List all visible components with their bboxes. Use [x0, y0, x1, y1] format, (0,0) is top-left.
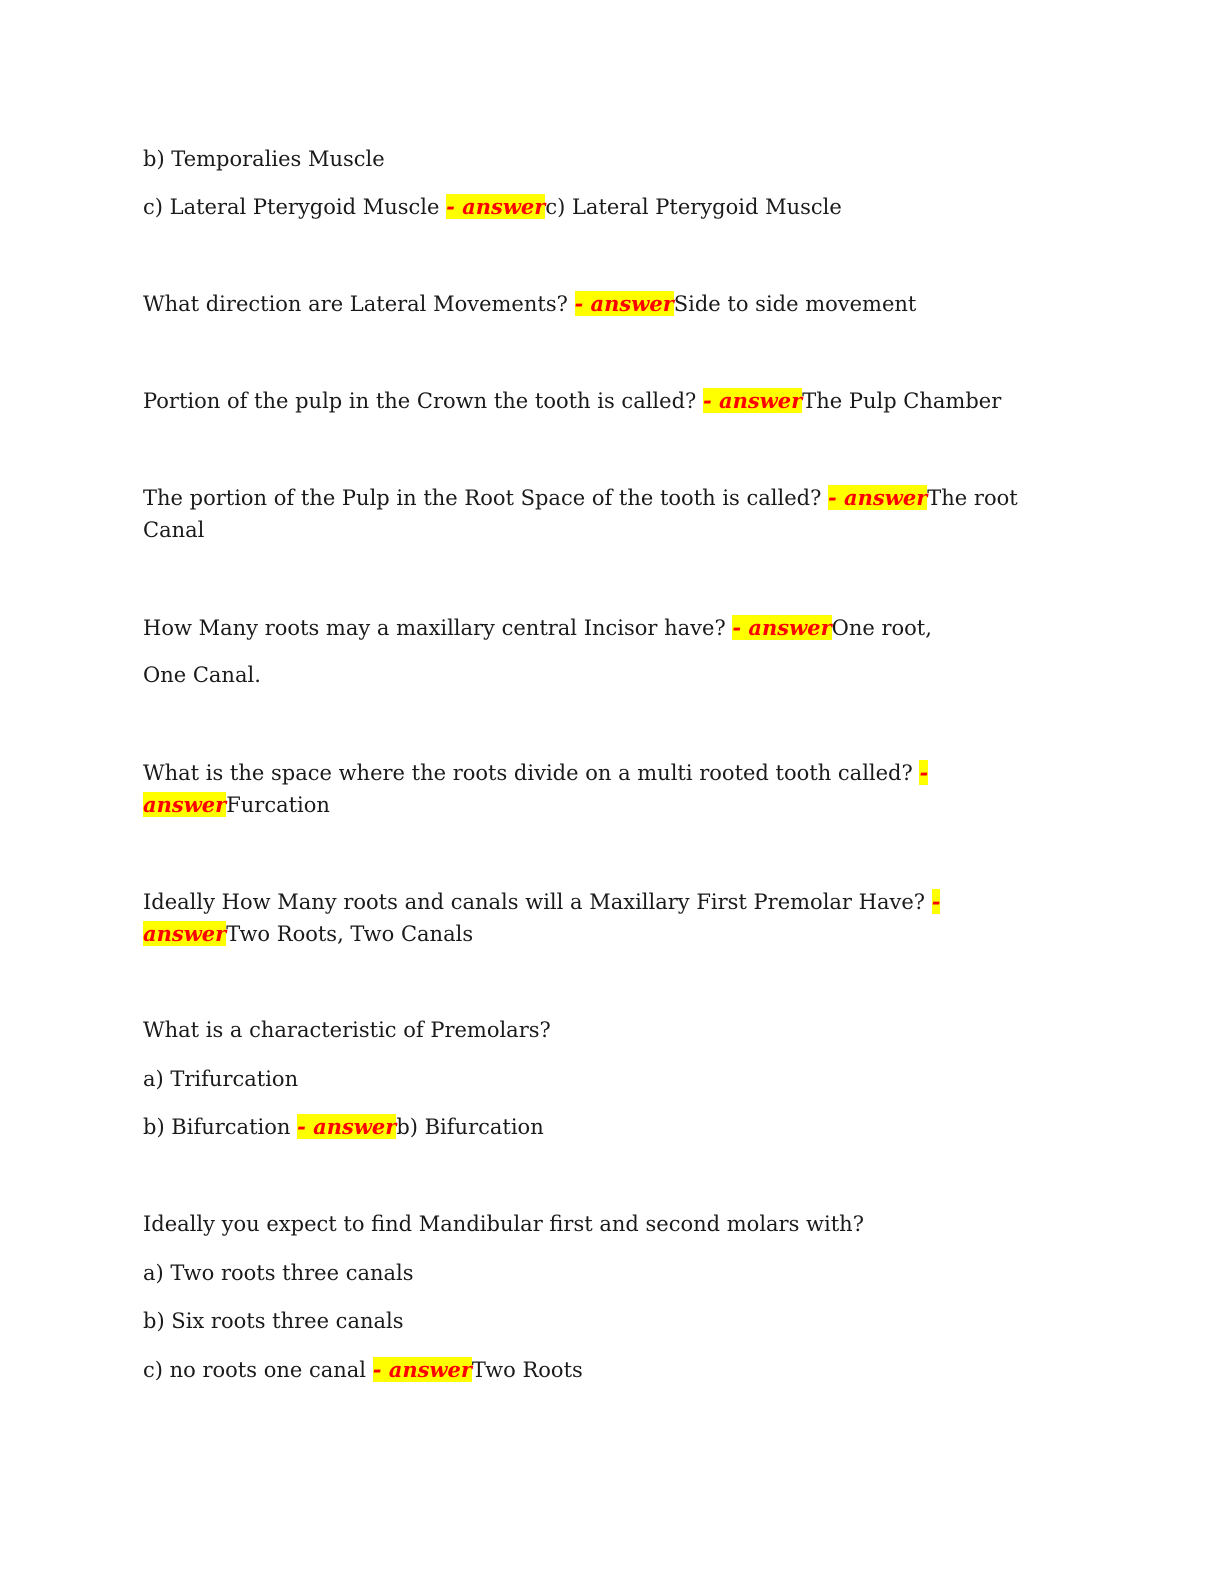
- question-text: The portion of the Pulp in the Root Space of the tooth is called?: [143, 486, 829, 510]
- question-pulp-root: [143, 482, 1043, 514]
- answer-text: c) Lateral Pterygoid Muscle: [545, 195, 842, 219]
- question-pulp-crown: [143, 385, 1043, 417]
- answer-marker-dash: -: [919, 760, 929, 785]
- question-text: Ideally How Many roots and canals will a Maxillary First Premolar Have?: [143, 890, 932, 914]
- answer-marker: - answer: [446, 194, 546, 219]
- answer-marker: - answer: [828, 485, 928, 510]
- question-text: What is a characteristic of Premolars?: [143, 1018, 551, 1042]
- answer-text: b) Bifurcation: [396, 1115, 544, 1139]
- answer-marker: - answer: [732, 615, 832, 640]
- answer-text: One root,: [831, 616, 932, 640]
- text: b) Temporalies Muscle: [143, 147, 385, 171]
- answer-marker: - answer: [297, 1114, 397, 1139]
- option-c-answer-line: [143, 191, 1043, 223]
- answer-marker-dash: -: [931, 889, 941, 914]
- answer-text: The Pulp Chamber: [802, 389, 1002, 413]
- question-text: How Many roots may a maxillary central Incisor have?: [143, 616, 733, 640]
- question-premolar-characteristic: [143, 1014, 1043, 1046]
- option-b-temporalis: [143, 143, 1043, 175]
- answer-text: Canal: [143, 518, 205, 542]
- question-pulp-root-cont: [143, 514, 1043, 546]
- answer-marker-word: answer: [143, 792, 227, 817]
- option-a-two-roots: [143, 1257, 1043, 1289]
- answer-text: Furcation: [226, 793, 330, 817]
- question-lateral-movements: [143, 288, 1043, 320]
- option-text: a) Trifurcation: [143, 1067, 299, 1091]
- answer-marker: - answer: [702, 388, 803, 413]
- question-central-incisor-cont: [143, 659, 1043, 691]
- option-b-six-roots: [143, 1305, 1043, 1337]
- question-text: Portion of the pulp in the Crown the tooth is called?: [143, 389, 703, 413]
- question-central-incisor: [143, 612, 1043, 644]
- answer-marker: - answer: [372, 1357, 472, 1382]
- option-text: b) Six roots three canals: [143, 1309, 404, 1333]
- answer-text: Side to side movement: [673, 292, 917, 316]
- option-b-bifurcation-answer: [143, 1111, 1043, 1143]
- answer-marker-word: answer: [143, 921, 227, 946]
- option-text: a) Two roots three canals: [143, 1261, 414, 1285]
- answer-marker: - answer: [574, 291, 674, 316]
- option-text: b) Bifurcation: [143, 1115, 298, 1139]
- question-furcation: [143, 757, 1043, 789]
- answer-text: One Canal.: [143, 663, 261, 687]
- answer-text: Two Roots, Two Canals: [226, 922, 474, 946]
- question-mandibular-molars: [143, 1208, 1043, 1240]
- option-a-trifurcation: [143, 1063, 1043, 1095]
- option-c-no-roots-answer: [143, 1354, 1043, 1386]
- question-text: Ideally you expect to find Mandibular first and second molars with?: [143, 1212, 864, 1236]
- option-text: c) no roots one canal: [143, 1358, 373, 1382]
- answer-text: The root: [927, 486, 1018, 510]
- answer-text: Two Roots: [471, 1358, 583, 1382]
- question-text: What is the space where the roots divide on a multi rooted tooth called?: [143, 761, 920, 785]
- question-first-premolar: [143, 886, 1043, 918]
- question-text: What direction are Lateral Movements?: [143, 292, 575, 316]
- question-first-premolar-cont: [143, 918, 1043, 950]
- text: c) Lateral Pterygoid Muscle: [143, 195, 447, 219]
- question-furcation-cont: [143, 789, 1043, 821]
